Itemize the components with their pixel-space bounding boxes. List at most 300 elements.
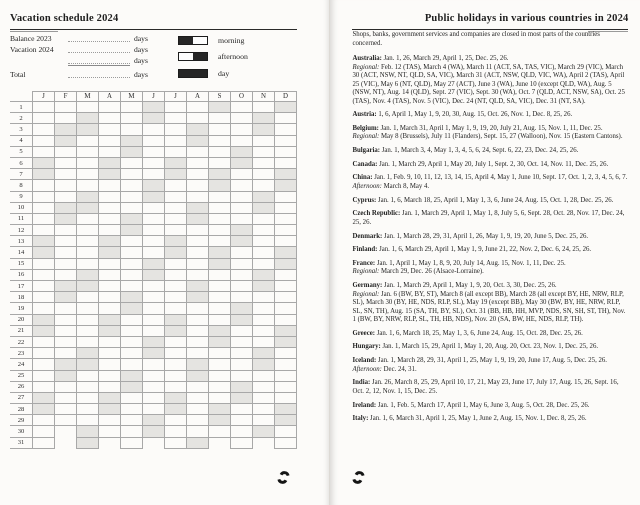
grid-day-row: [10, 370, 297, 381]
extra-label: Afternoon:: [352, 365, 382, 373]
day-number: 16: [10, 269, 33, 280]
country-extra: [352, 268, 628, 277]
grid-cell: [33, 392, 55, 403]
grid-cell: [165, 303, 187, 314]
grid-cell: [121, 314, 143, 325]
grid-cell: [209, 157, 231, 168]
grid-day-row: [10, 135, 297, 146]
grid-cell: [55, 392, 77, 403]
grid-cell: [187, 336, 209, 347]
country-entry: [352, 125, 628, 142]
holiday-dates: Jan. 1, 6, March 29, April 1, May 1, 9, June 21, 22, Nov. 2, Dec. 6, 24, 25, 26.: [379, 246, 592, 254]
grid-cell: [99, 325, 121, 336]
grid-cell: [99, 404, 121, 415]
grid-cell: [231, 113, 253, 124]
grid-cell: [143, 225, 165, 236]
grid-cell: [253, 180, 275, 191]
grid-cell: [121, 426, 143, 437]
country-entry: [352, 161, 628, 170]
extra-dates: Feb. 12 (TAS), March 4 (WA), March 11 (ACT, SA, TAS, VIC), March 29 (VIC), March 30 (ACT, NSW, NT, QLD, SA, VIC), March 31 (ACT, NSW, QLD, VIC, WA), April 2 (TAS), April 25 (VIC), May 6 (NT, QLD), May 27 (ACT), June 3 (WA), June 10 (except QLD, WA), Aug. 5 (NSW, NT), Aug. 14 (QLD), Sept. 27 (VIC), Sept. 30 (WA), Oct. 7 (QLD, ACT, NSW, SA), Oct. 25 (TAS), Nov. 4 (TAS), Nov. 5 (VIC), Dec. 24 (NT, QLD, SA, VIC), Dec. 31 (NT, SA).: [352, 63, 625, 105]
country-name: Denmark:: [352, 232, 383, 240]
grid-cell: [275, 348, 297, 359]
grid-cell: [77, 269, 99, 280]
country-entry: [352, 246, 628, 255]
country-entry: [352, 357, 628, 374]
grid-cell: [275, 258, 297, 269]
grid-cell: [99, 146, 121, 157]
grid-cell: [187, 191, 209, 202]
grid-cell: [275, 146, 297, 157]
grid-cell: [33, 336, 55, 347]
month-header: O: [231, 92, 253, 102]
vacation-grid: [10, 91, 297, 449]
grid-cell: [231, 124, 253, 135]
grid-cell: [143, 415, 165, 426]
grid-cell: [77, 191, 99, 202]
grid-cell: [231, 437, 253, 448]
country-holidays: [352, 330, 628, 339]
day-number: 24: [10, 359, 33, 370]
grid-cell: [231, 303, 253, 314]
summary-label: Vacation 2024: [10, 45, 54, 54]
grid-cell: [165, 404, 187, 415]
grid-cell: [77, 169, 99, 180]
summary-label: Total: [10, 70, 26, 79]
legend: [178, 35, 248, 85]
grid-cell: [187, 269, 209, 280]
grid-cell: [99, 213, 121, 224]
grid-cell: [77, 247, 99, 258]
grid-cell: [231, 225, 253, 236]
grid-cell: [165, 336, 187, 347]
grid-cell: [143, 236, 165, 247]
fill-in-line: [68, 69, 130, 78]
grid-cell: [275, 325, 297, 336]
grid-cell: [77, 102, 99, 113]
country-name: Italy:: [352, 415, 369, 423]
month-header: S: [209, 92, 231, 102]
right-page-title: Public holidays in various countries in 2024: [424, 13, 629, 24]
grid-cell: [187, 113, 209, 124]
grid-day-row: [10, 269, 297, 280]
grid-cell: [55, 281, 77, 292]
grid-cell: [209, 426, 231, 437]
grid-header-row: [10, 92, 297, 102]
grid-cell: [99, 225, 121, 236]
country-name: Hungary:: [352, 343, 381, 351]
publisher-logo-icon: [277, 471, 290, 484]
grid-cell: [253, 426, 275, 437]
grid-cell: [187, 102, 209, 113]
grid-cell: [209, 392, 231, 403]
grid-day-row: [10, 157, 297, 168]
grid-cell: [143, 247, 165, 258]
grid-cell: [143, 191, 165, 202]
grid-cell: [165, 258, 187, 269]
grid-cell: [99, 281, 121, 292]
grid-cell: [77, 135, 99, 146]
day-number: 26: [10, 381, 33, 392]
grid-cell: [143, 370, 165, 381]
day-number: 7: [10, 169, 33, 180]
legend-label: morning: [218, 35, 245, 45]
grid-cell: [33, 180, 55, 191]
grid-cell: [231, 258, 253, 269]
country-entry: [352, 330, 628, 339]
extra-dates: Jan. 6 (BW, BY, ST), March 8 (all except BB), March 28 (all except BY, HE, NRW, RLP, SL), March 30 (BY, HE, NDS, RLP, SL), May 19 (except BB), May 30 (BW, BY, HE, NRW, RLP, SL, SN, TH), Aug. 15 (SA, TH, BY, SL), Oct. 31 (BB, HB, HH, MVP, NDS, SN, SH, ST, TH), Nov. 1 (BW, BY, NRW, RLP, SL, TH, HB, NDS), Nov. 20 (SA, BW, HE, NDS, RLP, TH).: [352, 290, 626, 324]
day-number: 18: [10, 292, 33, 303]
grid-cell: [33, 236, 55, 247]
day-number: 28: [10, 404, 33, 415]
grid-cell: [253, 314, 275, 325]
grid-cell: [55, 314, 77, 325]
grid-cell: [33, 157, 55, 168]
extra-dates: Dec. 24, 31.: [383, 365, 417, 373]
grid-cell: [77, 113, 99, 124]
grid-cell: [275, 124, 297, 135]
grid-cell: [55, 269, 77, 280]
grid-cell: [209, 325, 231, 336]
holiday-dates: Jan. 1, March 31, April 1, May 1, 9, 19, 20, July 21, Aug. 15, Nov. 1, 11, Dec. 25.: [380, 124, 603, 132]
grid-cell: [275, 370, 297, 381]
intro-text: Shops, banks, government services and companies are closed in most parts of the countries concerned.: [352, 31, 600, 47]
grid-cell: [99, 191, 121, 202]
grid-cell: [165, 381, 187, 392]
country-entry: [352, 233, 628, 242]
day-number: 23: [10, 348, 33, 359]
grid-cell: [187, 124, 209, 135]
grid-cell: [121, 415, 143, 426]
grid-cell: [275, 336, 297, 347]
grid-day-row: [10, 102, 297, 113]
grid-day-row: [10, 392, 297, 403]
grid-cell: [143, 157, 165, 168]
grid-cell: [231, 169, 253, 180]
grid-cell: [165, 225, 187, 236]
grid-day-row: [10, 314, 297, 325]
country-name: Germany:: [352, 282, 383, 290]
country-name: Finland:: [352, 246, 378, 254]
grid-cell: [187, 415, 209, 426]
grid-day-row: [10, 191, 297, 202]
grid-cell: [231, 157, 253, 168]
grid-cell: [187, 247, 209, 258]
grid-cell: [55, 437, 77, 448]
grid-cell: [121, 325, 143, 336]
grid-cell: [165, 213, 187, 224]
grid-day-row: [10, 281, 297, 292]
grid-cell: [77, 426, 99, 437]
country-entry: [352, 282, 628, 325]
grid-cell: [99, 269, 121, 280]
grid-cell: [55, 247, 77, 258]
grid-cell: [275, 314, 297, 325]
grid-cell: [209, 191, 231, 202]
grid-cell: [55, 146, 77, 157]
grid-cell: [143, 325, 165, 336]
grid-cell: [143, 146, 165, 157]
grid-cell: [121, 370, 143, 381]
grid-cell: [253, 359, 275, 370]
grid-cell: [187, 348, 209, 359]
day-number: 10: [10, 202, 33, 213]
grid-cell: [121, 124, 143, 135]
grid-cell: [99, 258, 121, 269]
grid-cell: [99, 426, 121, 437]
day-number: 22: [10, 336, 33, 347]
grid-cell: [187, 202, 209, 213]
country-entry: [352, 343, 628, 352]
grid-cell: [275, 292, 297, 303]
grid-cell: [33, 146, 55, 157]
grid-cell: [165, 102, 187, 113]
grid-cell: [77, 281, 99, 292]
grid-cell: [55, 348, 77, 359]
grid-cell: [99, 202, 121, 213]
grid-cell: [143, 359, 165, 370]
grid-cell: [209, 180, 231, 191]
grid-cell: [165, 191, 187, 202]
day-number: 30: [10, 426, 33, 437]
grid-cell: [143, 426, 165, 437]
grid-cell: [99, 370, 121, 381]
grid-cell: [99, 415, 121, 426]
grid-cell: [187, 236, 209, 247]
day-number: 2: [10, 113, 33, 124]
grid-cell: [99, 135, 121, 146]
day-number: 27: [10, 392, 33, 403]
afternoon-swatch-icon: [178, 52, 208, 61]
grid-cell: [143, 202, 165, 213]
grid-cell: [77, 213, 99, 224]
grid-cell: [33, 247, 55, 258]
grid-cell: [33, 113, 55, 124]
grid-cell: [187, 359, 209, 370]
grid-cell: [99, 314, 121, 325]
grid-cell: [121, 348, 143, 359]
grid-cell: [121, 236, 143, 247]
grid-cell: [253, 135, 275, 146]
grid-cell: [33, 191, 55, 202]
grid-day-row: [10, 359, 297, 370]
grid-cell: [143, 281, 165, 292]
grid-cell: [275, 213, 297, 224]
grid-cell: [165, 124, 187, 135]
grid-cell: [143, 381, 165, 392]
right-title-block: [352, 11, 628, 30]
grid-corner-cell: [10, 92, 33, 102]
grid-day-row: [10, 381, 297, 392]
grid-cell: [231, 348, 253, 359]
morning-swatch-icon: [178, 36, 208, 45]
grid-cell: [143, 124, 165, 135]
grid-cell: [165, 169, 187, 180]
country-entry: [352, 415, 628, 424]
grid-cell: [275, 191, 297, 202]
legend-label: day: [218, 68, 230, 78]
grid-cell: [33, 135, 55, 146]
vacation-summary: [10, 33, 165, 80]
grid-cell: [187, 303, 209, 314]
grid-cell: [231, 359, 253, 370]
unit-label: days: [134, 45, 148, 54]
unit-label: days: [134, 34, 148, 43]
country-holidays: [352, 233, 628, 242]
extra-dates: March 8, May 4.: [383, 182, 430, 190]
holiday-dates: Jan. 1, 26, March 29, April 1, 25, Dec. 25, 26.: [383, 55, 509, 62]
country-extra: [352, 291, 628, 325]
country-name: China:: [352, 174, 373, 182]
grid-cell: [99, 247, 121, 258]
grid-day-row: [10, 258, 297, 269]
grid-cell: [231, 314, 253, 325]
extra-label: Regional:: [352, 63, 380, 71]
grid-cell: [187, 370, 209, 381]
grid-cell: [165, 426, 187, 437]
grid-cell: [121, 392, 143, 403]
grid-cell: [121, 135, 143, 146]
grid-cell: [77, 415, 99, 426]
grid-cell: [77, 336, 99, 347]
grid-cell: [165, 314, 187, 325]
grid-cell: [275, 269, 297, 280]
grid-cell: [165, 247, 187, 258]
month-header: A: [99, 92, 121, 102]
holiday-dates: Jan. 1, March 28, 29, 31, April 1, 26, May 1, 9, 19, 20, June 5, Dec. 25, 26.: [384, 232, 589, 240]
grid-cell: [165, 157, 187, 168]
day-number: 8: [10, 180, 33, 191]
grid-cell: [187, 258, 209, 269]
day-number: 19: [10, 303, 33, 314]
country-entry: [352, 379, 628, 396]
grid-cell: [275, 113, 297, 124]
day-number: 12: [10, 225, 33, 236]
grid-cell: [253, 191, 275, 202]
grid-day-row: [10, 426, 297, 437]
day-swatch-icon: [178, 69, 208, 78]
grid-cell: [253, 303, 275, 314]
country-name: Greece:: [352, 329, 375, 337]
grid-cell: [209, 359, 231, 370]
grid-cell: [121, 359, 143, 370]
country-name: Australia:: [352, 55, 382, 62]
grid-day-row: [10, 303, 297, 314]
grid-cell: [187, 225, 209, 236]
grid-day-row: [10, 180, 297, 191]
country-holidays: [352, 55, 628, 64]
country-name: India:: [352, 379, 371, 387]
holiday-dates: Jan. 1, March 29, April 1, May 20, July 1, Sept. 2, 30, Oct. 14, Nov. 11, Dec. 25, 26.: [379, 160, 609, 168]
title-accent-line: [10, 31, 58, 32]
grid-cell: [55, 225, 77, 236]
grid-day-row: [10, 437, 297, 448]
grid-cell: [121, 146, 143, 157]
grid-cell: [55, 292, 77, 303]
grid-cell: [121, 281, 143, 292]
grid-cell: [231, 292, 253, 303]
country-entry: [352, 210, 628, 227]
extra-label: Regional:: [352, 290, 380, 298]
summary-row: [10, 55, 165, 65]
grid-cell: [253, 269, 275, 280]
grid-cell: [55, 213, 77, 224]
grid-cell: [121, 247, 143, 258]
grid-cell: [33, 381, 55, 392]
month-header: A: [187, 92, 209, 102]
country-entry: [352, 197, 628, 206]
grid-cell: [33, 426, 55, 437]
grid-cell: [77, 392, 99, 403]
grid-cell: [231, 135, 253, 146]
grid-cell: [253, 225, 275, 236]
grid-cell: [143, 392, 165, 403]
day-number: 3: [10, 124, 33, 135]
grid-cell: [33, 348, 55, 359]
grid-cell: [275, 437, 297, 448]
holiday-dates: Jan. 26, March 8, 25, 29, April 10, 17, 21, May 23, June 17, July 17, Aug. 15, 26, Sept. 16, Oct. 2, 12, Nov. 1, 15, Dec. 25.: [352, 379, 619, 395]
grid-cell: [209, 113, 231, 124]
day-number: 20: [10, 314, 33, 325]
grid-cell: [209, 247, 231, 258]
grid-cell: [55, 370, 77, 381]
grid-cell: [121, 180, 143, 191]
grid-cell: [33, 314, 55, 325]
grid-cell: [253, 415, 275, 426]
extra-label: Regional:: [352, 133, 380, 141]
grid-cell: [209, 415, 231, 426]
country-name: Canada:: [352, 160, 378, 168]
grid-cell: [143, 180, 165, 191]
grid-cell: [209, 269, 231, 280]
grid-cell: [187, 392, 209, 403]
summary-row: [10, 33, 165, 43]
grid-cell: [77, 370, 99, 381]
grid-cell: [231, 370, 253, 381]
grid-cell: [209, 225, 231, 236]
day-number: 11: [10, 213, 33, 224]
grid-cell: [143, 314, 165, 325]
grid-cell: [55, 191, 77, 202]
grid-day-row: [10, 146, 297, 157]
country-name: Ireland:: [352, 401, 377, 409]
grid-cell: [165, 370, 187, 381]
grid-cell: [99, 303, 121, 314]
grid-cell: [77, 258, 99, 269]
grid-cell: [253, 336, 275, 347]
country-name: Austria:: [352, 111, 377, 119]
grid-cell: [165, 415, 187, 426]
grid-day-row: [10, 247, 297, 258]
grid-cell: [77, 404, 99, 415]
grid-cell: [209, 135, 231, 146]
grid-cell: [77, 180, 99, 191]
country-entry: [352, 111, 628, 120]
grid-cell: [99, 236, 121, 247]
unit-label: days: [134, 56, 148, 65]
grid-cell: [99, 292, 121, 303]
grid-cell: [165, 113, 187, 124]
grid-cell: [55, 325, 77, 336]
grid-cell: [99, 113, 121, 124]
grid-cell: [231, 191, 253, 202]
country-name: Cyprus:: [352, 196, 377, 204]
grid-cell: [55, 426, 77, 437]
country-holidays: [352, 379, 628, 396]
grid-cell: [275, 202, 297, 213]
extra-dates: May 8 (Brussels), July 11 (Flanders), Sept. 15, 27 (Walloon), Nov. 15 (Eastern Cantons).: [381, 133, 623, 141]
grid-cell: [231, 213, 253, 224]
grid-cell: [55, 415, 77, 426]
